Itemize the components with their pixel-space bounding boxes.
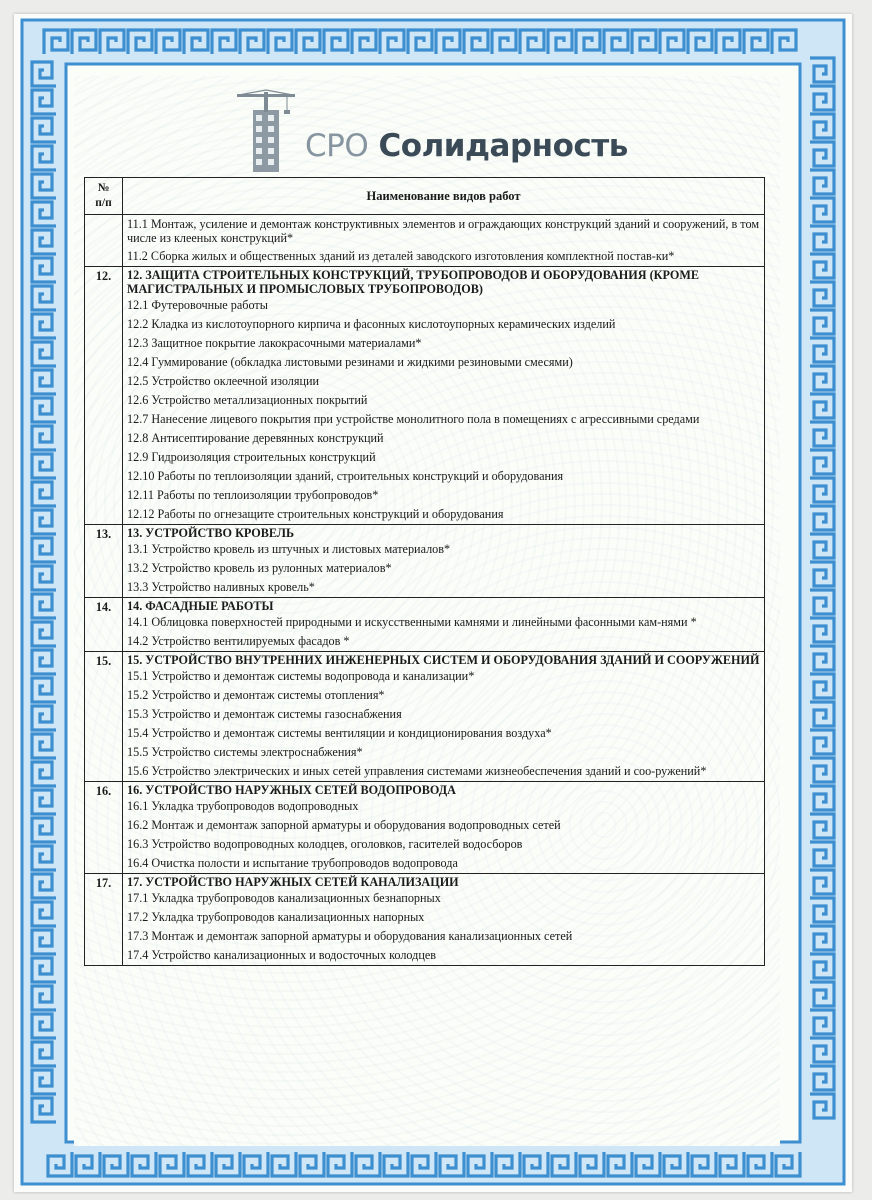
work-item: 15.5 Устройство системы электроснабжения* (127, 745, 363, 759)
work-item: 12.4 Гуммирование (обкладка листовыми резинами и жидкими резиновыми смесями) (127, 355, 573, 369)
work-item: 13.3 Устройство наливных кровель* (127, 580, 315, 594)
section-content (123, 874, 765, 966)
work-item: 15.2 Устройство и демонтаж системы отопления* (127, 688, 385, 702)
section-title: 17. УСТРОЙСТВО НАРУЖНЫХ СЕТЕЙ КАНАЛИЗАЦИИ (127, 875, 459, 889)
row-number-cell (85, 215, 123, 267)
work-item: 12.3 Защитное покрытие лакокрасочными материалами* (127, 336, 422, 350)
section-number: 14. (85, 598, 123, 652)
work-item: 12.8 Антисептирование деревянных конструкций (127, 431, 384, 445)
row-content-cell (123, 215, 765, 267)
section-number: 13. (85, 525, 123, 598)
logo-name: Солидарность (378, 128, 628, 164)
work-item: 17.3 Монтаж и демонтаж запорной арматуры и оборудования канализационных сетей (127, 929, 573, 943)
section-title: 16. УСТРОЙСТВО НАРУЖНЫХ СЕТЕЙ ВОДОПРОВОДА (127, 783, 456, 797)
work-item: 13.1 Устройство кровель из штучных и листовых материалов* (127, 542, 451, 556)
work-item: 14.2 Устройство вентилируемых фасадов * (127, 634, 350, 648)
work-item: 16.1 Укладка трубопроводов водопроводных (127, 799, 359, 813)
table-row-section (85, 267, 765, 525)
work-item: 15.3 Устройство и демонтаж системы газоснабжения (127, 707, 402, 721)
work-item: 12.2 Кладка из кислотоупорного кирпича и фасонных кислотоупорных керамических изделий (127, 317, 616, 331)
section-title: 14. ФАСАДНЫЕ РАБОТЫ (127, 599, 274, 613)
section-content (123, 267, 765, 525)
work-item: 15.4 Устройство и демонтаж системы вентиляции и кондиционирования воздуха* (127, 726, 552, 740)
work-item: 12.11 Работы по теплоизоляции трубопроводов* (127, 488, 379, 502)
work-item: 12.1 Футеровочные работы (127, 298, 268, 312)
work-item: 17.2 Укладка трубопроводов канализационных напорных (127, 910, 425, 924)
table-row-section (85, 525, 765, 598)
table-row-section (85, 782, 765, 874)
table-row-section (85, 598, 765, 652)
logo-wordmark (305, 128, 628, 164)
section-number: 12. (85, 267, 123, 525)
sro-logo (235, 88, 628, 174)
work-item: 12.9 Гидроизоляция строительных конструкций (127, 450, 376, 464)
work-item: 13.2 Устройство кровель из рулонных материалов* (127, 561, 392, 575)
table-body (85, 215, 765, 966)
work-item: 12.6 Устройство металлизационных покрытий (127, 393, 368, 407)
section-number: 15. (85, 652, 123, 782)
section-content (123, 525, 765, 598)
work-item: 17.1 Укладка трубопроводов канализационных безнапорных (127, 891, 441, 905)
section-title: 13. УСТРОЙСТВО КРОВЕЛЬ (127, 526, 295, 540)
work-item: 16.2 Монтаж и демонтаж запорной арматуры и оборудования водопроводных сетей (127, 818, 561, 832)
work-item: 17.4 Устройство канализационных и водосточных колодцев (127, 948, 437, 962)
work-item: 12.10 Работы по теплоизоляции зданий, строительных конструкций и оборудования (127, 469, 564, 483)
work-item: 12.12 Работы по огнезащите строительных конструкций и оборудования (127, 507, 504, 521)
section-content (123, 652, 765, 782)
work-item: 12.7 Нанесение лицевого покрытия при устройстве монолитного пола в помещениях с агрессивными средами (127, 412, 700, 426)
col-name-header: Наименование видов работ (123, 178, 765, 215)
col-number-header: № п/п (85, 178, 123, 215)
work-item: 16.3 Устройство водопроводных колодцев, оголовков, гасителей водосборов (127, 837, 523, 851)
logo-prefix: СРО (305, 128, 369, 164)
building-crane-icon (235, 88, 315, 174)
work-item: 15.1 Устройство и демонтаж системы водопровода и канализации* (127, 669, 475, 683)
works-table (84, 177, 765, 966)
work-item: 14.1 Облицовка поверхностей природными и искусственными камнями и линейными фасонными кам-нями * (127, 615, 697, 629)
section-title: 15. УСТРОЙСТВО ВНУТРЕННИХ ИНЖЕНЕРНЫХ СИСТЕМ И ОБОРУДОВАНИЯ ЗДАНИЙ И СООРУЖЕНИЙ (127, 653, 760, 667)
table-row-section (85, 652, 765, 782)
section-number: 17. (85, 874, 123, 966)
work-item: 12.5 Устройство оклеечной изоляции (127, 374, 320, 388)
table-row (85, 215, 765, 267)
section-number: 16. (85, 782, 123, 874)
table-header-row (85, 178, 765, 215)
section-content (123, 782, 765, 874)
work-item: 11.2 Сборка жилых и общественных зданий из деталей заводского изготовления комплектной постав-ки* (127, 249, 675, 263)
section-title: 12. ЗАЩИТА СТРОИТЕЛЬНЫХ КОНСТРУКЦИЙ, ТРУБОПРОВОДОВ И ОБОРУДОВАНИЯ (КРОМЕ МАГИСТРАЛЬНЫХ И ПРОМЫСЛОВЫХ ТРУБОПРОВОДОВ) (127, 268, 699, 296)
work-item: 15.6 Устройство электрических и иных сетей управления системами жизнеобеспечения зданий и соо-ружений* (127, 764, 707, 778)
section-content (123, 598, 765, 652)
table-row-section (85, 874, 765, 966)
work-item: 11.1 Монтаж, усиление и демонтаж конструктивных элементов и ограждающих конструкций зданий и сооружений, в том числе из клееных конструкций* (127, 217, 760, 245)
work-item: 16.4 Очистка полости и испытание трубопроводов водопровода (127, 856, 458, 870)
